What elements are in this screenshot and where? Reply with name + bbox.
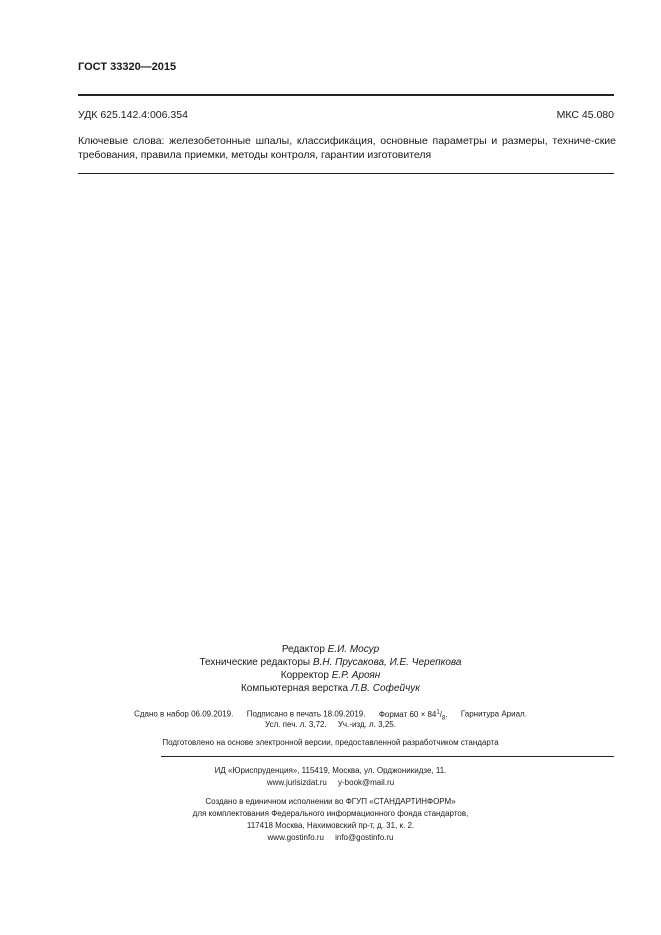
editor-name: Е.И. Мосур xyxy=(327,644,380,655)
mks-code: МКС 45.080 xyxy=(556,109,614,121)
keywords-divider xyxy=(78,173,614,174)
standard-code: ГОСТ 33320—2015 xyxy=(78,61,177,73)
format-prefix: Формат 60 × 84 xyxy=(378,709,437,719)
format-sup: 1 xyxy=(436,709,440,715)
prepared-note: Подготовлено на основе электронной версии, предоставленной разработчиком стандарта xyxy=(162,738,499,747)
imprint-row-2 xyxy=(0,719,661,730)
editor-line xyxy=(0,643,661,656)
producer-line-2: для комплектования Федерального информационного фонда стандартов, xyxy=(192,809,469,818)
publisher-sheets: Уч.-изд. л. 3,25. xyxy=(337,720,396,729)
corrector-line xyxy=(0,669,661,682)
print-sheets: Усл. печ. л. 3,72. xyxy=(265,720,327,729)
format-suffix: . xyxy=(445,709,448,719)
publisher-address: ИД «Юриспруденция», 115419, Москва, ул. Орджоникидзе, 11. xyxy=(214,766,447,775)
layout-line xyxy=(0,682,661,695)
credits-block xyxy=(0,643,661,695)
submitted-date: Сдано в набор 06.09.2019. xyxy=(134,709,234,719)
corrector-label: Корректор xyxy=(280,670,329,681)
publisher-email-link[interactable]: y-book@mail.ru xyxy=(338,778,395,787)
keywords-text: Ключевые слова: железобетонные шпалы, классификация, основные параметры и размеры, техниче-ские требования, правила приемки, методы контроля, гарантии изготовителя xyxy=(78,135,616,161)
typeface: Гарнитура Ариал. xyxy=(460,709,527,719)
producer-line-1: Создано в единичном исполнении во ФГУП «СТАНДАРТИНФОРМ» xyxy=(205,797,456,806)
tech-editors-line xyxy=(0,656,661,669)
tech-editors-names: В.Н. Прусакова, И.Е. Черепкова xyxy=(312,657,462,668)
producer-address: 117418 Москва, Нахимовский пр-т, д. 31, к. 2. xyxy=(246,821,415,830)
format-sub: 8 xyxy=(441,715,446,722)
imprint-divider xyxy=(161,756,614,757)
publisher-site-link[interactable]: www.jurisizdat.ru xyxy=(266,778,327,787)
tech-editors-label: Технические редакторы xyxy=(199,657,311,668)
udk-code: УДК 625.142.4:006.354 xyxy=(78,109,188,121)
editor-label: Редактор xyxy=(281,644,325,655)
producer-site-link[interactable]: www.gostinfo.ru xyxy=(267,833,324,842)
producer-contacts xyxy=(0,832,661,843)
producer-email-link[interactable]: info@gostinfo.ru xyxy=(335,833,394,842)
paper-format: Формат $60 \times 84^1/_8$. xyxy=(378,709,448,722)
corrector-name: Е.Р. Ароян xyxy=(331,670,381,681)
signed-date: Подписано в печать 18.09.2019. xyxy=(246,709,366,719)
publisher-contacts xyxy=(0,777,661,788)
layout-name: Л.В. Софейчук xyxy=(350,683,421,694)
header-divider xyxy=(78,94,614,96)
layout-label: Компьютерная верстка xyxy=(240,683,349,694)
